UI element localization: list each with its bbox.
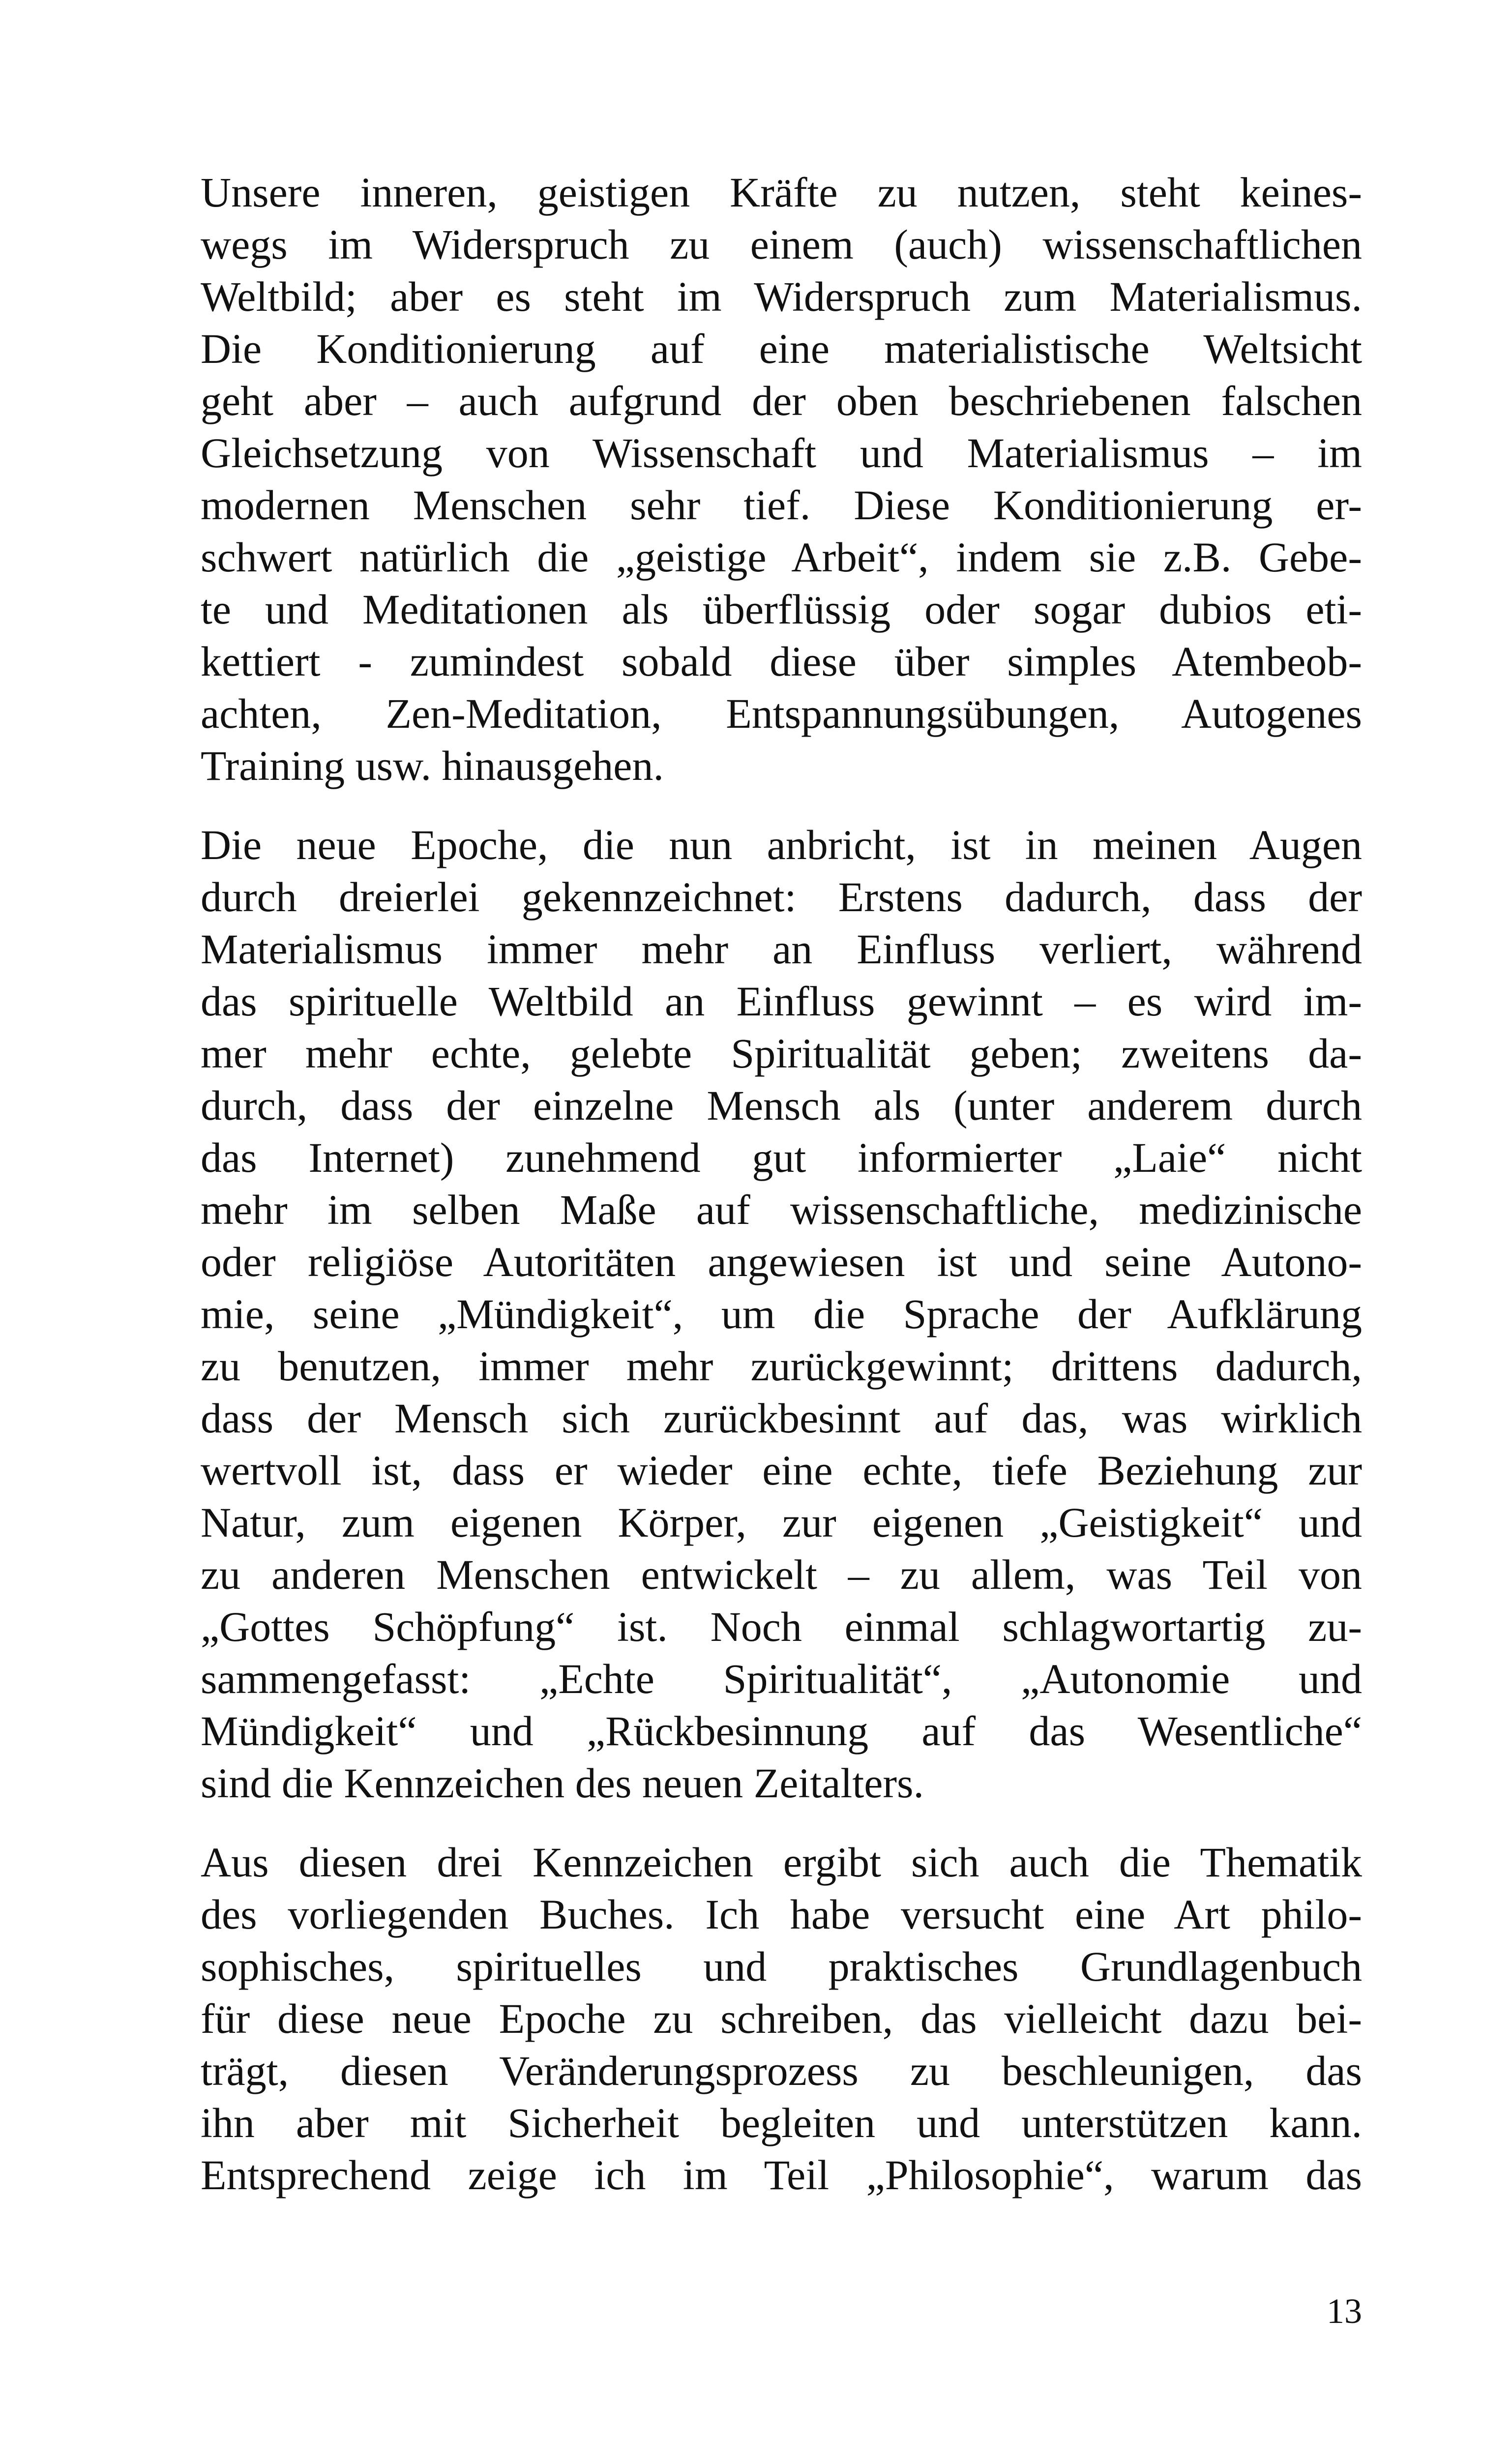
text-line: Natur, zum eigenen Körper, zur eigenen „Geistigkeit“ und (201, 1499, 1362, 1546)
text-line: Aus diesen drei Kennzeichen ergibt sich auch die Thematik (201, 1839, 1362, 1886)
paragraph-3 (201, 1836, 1362, 2201)
text-line: sophisches, spirituelles und praktisches Grundlagenbuch (201, 1943, 1362, 1990)
text-line: trägt, diesen Veränderungsprozess zu beschleunigen, das (201, 2047, 1362, 2094)
text-line: durch, dass der einzelne Mensch als (unter anderem durch (201, 1082, 1362, 1129)
text-line: Gleichsetzung von Wissenschaft und Materialismus – im (201, 429, 1362, 476)
text-line: wegs im Widerspruch zu einem (auch) wissenschaftlichen (201, 221, 1362, 268)
text-line: das spirituelle Weltbild an Einfluss gewinnt – es wird im- (201, 978, 1362, 1025)
text-line: Entsprechend zeige ich im Teil „Philosophie“, warum das (201, 2151, 1362, 2199)
text-line: Materialismus immer mehr an Einfluss verliert, während (201, 925, 1362, 973)
text-line: sind die Kennzeichen des neuen Zeitalters. (201, 1759, 924, 1807)
text-line: te und Meditationen als überflüssig oder sogar dubios eti- (201, 586, 1362, 633)
text-line: für diese neue Epoche zu schreiben, das vielleicht dazu bei- (201, 1995, 1362, 2042)
paragraph-1 (201, 166, 1362, 792)
text-line: zu benutzen, immer mehr zurückgewinnt; drittens dadurch, (201, 1342, 1362, 1390)
text-line: kettiert - zumindest sobald diese über simples Atembeob- (201, 638, 1362, 685)
text-line: schwert natürlich die „geistige Arbeit“, indem sie z.B. Gebe- (201, 534, 1362, 581)
text-line: sammengefasst: „Echte Spiritualität“, „Autonomie und (201, 1655, 1362, 1702)
text-line: Die Konditionierung auf eine materialistische Weltsicht (201, 325, 1362, 372)
text-line: Unsere inneren, geistigen Kräfte zu nutzen, steht keines- (201, 169, 1362, 216)
text-line: Die neue Epoche, die nun anbricht, ist in meinen Augen (201, 821, 1362, 868)
text-line: Training usw. hinausgehen. (201, 742, 664, 789)
body-text (201, 166, 1362, 2201)
text-line: mer mehr echte, gelebte Spiritualität geben; zweitens da- (201, 1030, 1362, 1077)
text-line: ihn aber mit Sicherheit begleiten und unterstützen kann. (201, 2099, 1362, 2146)
text-line: oder religiöse Autoritäten angewiesen ist und seine Autono- (201, 1238, 1362, 1285)
text-line: achten, Zen-Meditation, Entspannungsübungen, Autogenes (201, 690, 1362, 737)
text-line: wertvoll ist, dass er wieder eine echte, tiefe Beziehung zur (201, 1447, 1362, 1494)
paragraph-2 (201, 819, 1362, 1809)
text-line: geht aber – auch aufgrund der oben beschriebenen falschen (201, 377, 1362, 424)
text-line: zu anderen Menschen entwickelt – zu allem, was Teil von (201, 1551, 1362, 1598)
text-line: mehr im selben Maße auf wissenschaftliche, medizinische (201, 1186, 1362, 1233)
text-line: mie, seine „Mündigkeit“, um die Sprache der Aufklärung (201, 1290, 1362, 1338)
page-number: 13 (1327, 2291, 1362, 2331)
text-line: „Gottes Schöpfung“ ist. Noch einmal schlagwortartig zu- (201, 1603, 1362, 1650)
text-line: Weltbild; aber es steht im Widerspruch zum Materialismus. (201, 273, 1362, 320)
text-line: das Internet) zunehmend gut informierter „Laie“ nicht (201, 1134, 1362, 1181)
text-line: des vorliegenden Buches. Ich habe versucht eine Art philo- (201, 1891, 1362, 1938)
text-line: dass der Mensch sich zurückbesinnt auf das, was wirklich (201, 1395, 1362, 1442)
text-line: modernen Menschen sehr tief. Diese Konditionierung er- (201, 481, 1362, 529)
text-line: durch dreierlei gekennzeichnet: Erstens dadurch, dass der (201, 873, 1362, 921)
text-line: Mündigkeit“ und „Rückbesinnung auf das Wesentliche“ (201, 1707, 1362, 1754)
